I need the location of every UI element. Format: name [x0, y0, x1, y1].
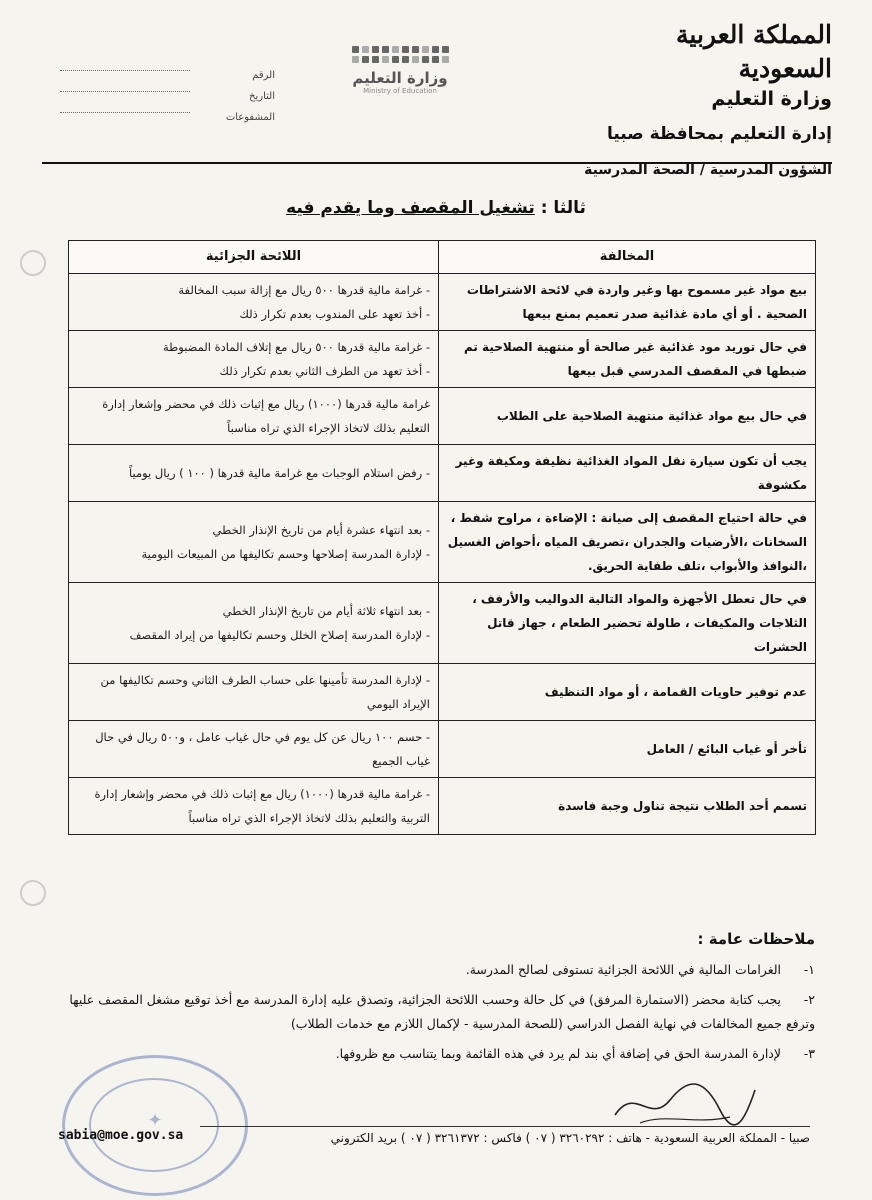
ministry-logo — [340, 42, 460, 122]
penalty-item: - بعد انتهاء ثلاثة أيام من تاريخ الإنذار الخطي — [222, 604, 430, 618]
note-text: الغرامات المالية في اللائحة الجزائية تستوفى لصالح المدرسة. — [465, 962, 781, 977]
ministry-name: وزارة التعليم — [711, 88, 832, 110]
penalty-item: - بعد انتهاء عشرة أيام من تاريخ الإنذار الخطي — [212, 523, 430, 537]
penalty-item: - أخذ تعهد على المندوب بعدم تكرار ذلك — [239, 307, 430, 321]
notes-list — [55, 958, 815, 1066]
penalty-item: - غرامة مالية قدرها ٥٠٠ ريال مع إتلاف المادة المضبوطة — [162, 340, 430, 354]
penalty-item: - لإدارة المدرسة تأمينها على حساب الطرف الثاني وحسم تكاليفها من الإيراد اليومي — [100, 673, 430, 711]
note-item — [55, 988, 815, 1036]
violation-column-header: المخالفة — [439, 241, 816, 274]
notes-heading: ملاحظات عامة : — [697, 930, 815, 948]
section-name: الشؤون المدرسية / الصحة المدرسية — [584, 162, 832, 178]
table-body — [69, 274, 816, 835]
penalty-cell — [69, 721, 439, 778]
general-notes — [55, 930, 815, 1072]
note-item — [55, 958, 815, 982]
violation-cell: بيع مواد غير مسموح بها وغير واردة في لائحة الاشتراطات الصحية . أو أي مادة غذائية صدر تعميم بمنع بيعها — [439, 274, 816, 331]
table-row — [69, 778, 816, 835]
table-row — [69, 445, 816, 502]
table-header-row — [69, 241, 816, 274]
note-number: ١- — [803, 962, 815, 977]
table-row — [69, 331, 816, 388]
note-number: ٢- — [803, 992, 815, 1007]
penalty-cell — [69, 331, 439, 388]
violation-cell: يجب أن تكون سيارة نقل المواد الغذائية نظيفة ومكيفة وغير مكشوفة — [439, 445, 816, 502]
attachments-line — [60, 112, 190, 113]
penalty-cell — [69, 583, 439, 664]
logo-english-name: Ministry of Education — [363, 87, 437, 95]
violation-cell: في حال توريد مود غذائية غير صالحة أو منتهية الصلاحية تم ضبطها في المقصف المدرسي قبل بيعها — [439, 331, 816, 388]
logo-arabic-name: وزارة التعليم — [352, 69, 448, 87]
reference-fields — [200, 70, 275, 133]
penalty-cell — [69, 664, 439, 721]
penalty-cell — [69, 388, 439, 445]
violation-cell: في حالة احتياج المقصف إلى صيانة : الإضاءة ، مراوح شفط ، السخانات ،الأرضيات والجدران ،تصريف المياه ،أحواض الغسيل ،النوافذ والأبواب ،تلف طفاية الحريق. — [439, 502, 816, 583]
kingdom-name: المملكة العربية السعودية — [676, 20, 832, 83]
violation-cell: تأخر أو غياب البائع / العامل — [439, 721, 816, 778]
table-row — [69, 388, 816, 445]
violation-cell: عدم توفير حاويات القمامة ، أو مواد التنظيف — [439, 664, 816, 721]
title-text: تشغيل المقصف وما يقدم فيه — [286, 198, 535, 218]
note-number: ٣- — [803, 1046, 815, 1061]
punch-hole — [20, 250, 46, 276]
attachments-label: المشفوعات — [225, 112, 275, 123]
penalty-cell — [69, 445, 439, 502]
penalty-item: - غرامة مالية قدرها (١٠٠٠) ريال مع إثبات ذلك في محضر وإشعار إدارة التربية والتعليم بذلك لاتخاذ الإجراء الذي تراه مناسباً — [94, 787, 430, 825]
penalty-item: - أخذ تعهد من الطرف الثاني بعدم تكرار ذلك — [219, 364, 430, 378]
department-name: إدارة التعليم بمحافظة صبيا — [606, 124, 832, 144]
number-label: الرقم — [252, 70, 275, 81]
note-text: يجب كتابة محضر (الاستمارة المرفق) في كل حالة وحسب اللائحة الجزائية، وتصدق عليه إدارة المدرسة مع أخذ توقيع مشغل المقصف عليها وترفع جميع المخالفات في نهاية الفصل الدراسي (للصحة المدرسية - لإكمال اللازم مع خدمات الطلاب) — [69, 992, 815, 1031]
stamp-emblem-icon: ✦ — [147, 1110, 163, 1131]
penalty-column-header: اللائحة الجزائية — [69, 241, 439, 274]
table-row — [69, 664, 816, 721]
penalty-cell — [69, 502, 439, 583]
page-title — [0, 198, 872, 218]
penalty-cell — [69, 274, 439, 331]
footer-email: sabia@moe.gov.sa — [58, 1128, 184, 1143]
logo-dots-icon — [340, 46, 460, 63]
violation-cell: في حال بيع مواد غذائية منتهية الصلاحية على الطلاب — [439, 388, 816, 445]
penalty-item: - لإدارة المدرسة إصلاح الخلل وحسم تكاليفها من إيراد المقصف — [129, 628, 430, 642]
penalty-cell — [69, 778, 439, 835]
date-label: التاريخ — [249, 91, 275, 102]
violation-cell: تسمم أحد الطلاب نتيجة تناول وجبة فاسدة — [439, 778, 816, 835]
penalty-item: - رفض استلام الوجبات مع غرامة مالية قدرها ( ١٠٠ ) ريال يومياً — [128, 466, 430, 480]
penalty-item: غرامة مالية قدرها (١٠٠٠) ريال مع إثبات ذلك في محضر وإشعار إدارة التعليم بذلك لاتخاذ الإجراء الذي تراه مناسباً — [102, 397, 430, 435]
violation-cell: في حال تعطل الأجهزة والمواد التالية الدواليب والأرفف ، الثلاجات والمكيفات ، طاولة تحضير الطعام ، جهاز قاتل الحشرات — [439, 583, 816, 664]
header-divider — [42, 162, 832, 164]
table-row — [69, 721, 816, 778]
violations-table — [68, 240, 816, 835]
title-prefix: ثالثا : — [540, 198, 586, 218]
letterhead — [582, 18, 832, 178]
table-row — [69, 274, 816, 331]
date-line — [60, 91, 190, 92]
punch-hole — [20, 880, 46, 906]
footer-contact: صبيا - المملكة العربية السعودية - هاتف : ٣٢٦٠٢٩٢ ( ٠٧ ) فاكس : ٣٢٦١٣٧٢ ( ٠٧ ) بريد الكتروني — [200, 1126, 810, 1145]
table-row — [69, 502, 816, 583]
note-text: لإدارة المدرسة الحق في إضافة أي بند لم يرد في هذه القائمة وبما يتناسب مع ظروفها. — [335, 1046, 781, 1061]
penalty-item: - حسم ١٠٠ ريال عن كل يوم في حال غياب عامل ، و٥٠٠ ريال في حال غياب الجميع — [95, 730, 430, 768]
table-row — [69, 583, 816, 664]
handwritten-signature — [610, 1075, 760, 1130]
penalty-item: - لإدارة المدرسة إصلاحها وحسم تكاليفها من المبيعات اليومية — [141, 547, 430, 561]
penalty-item: - غرامة مالية قدرها ٥٠٠ ريال مع إزالة سبب المخالفة — [178, 283, 430, 297]
number-line — [60, 70, 190, 71]
